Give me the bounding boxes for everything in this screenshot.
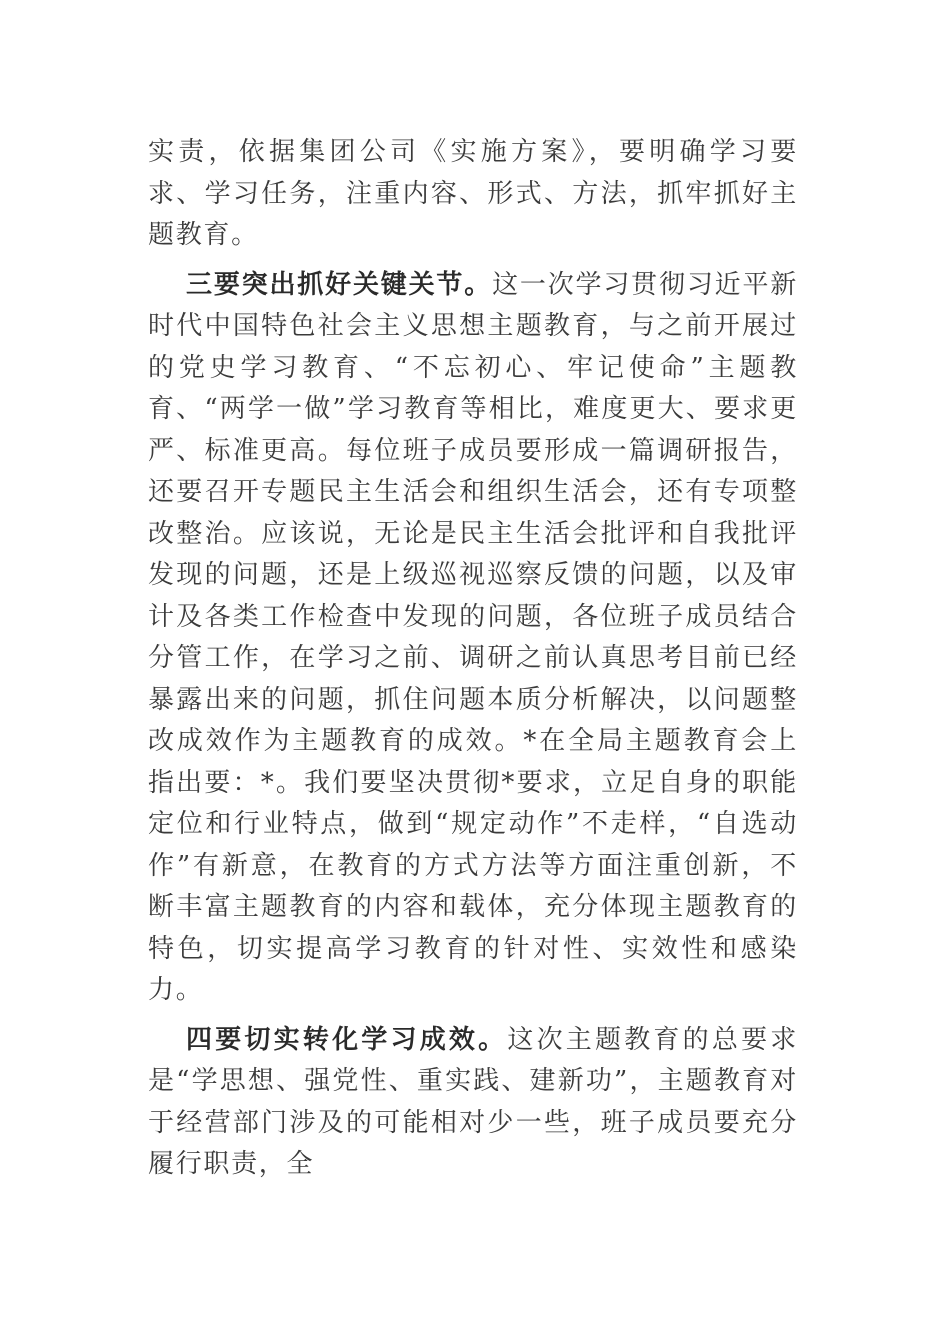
paragraph-continuation — [148, 132, 798, 257]
paragraph-four — [148, 1020, 798, 1186]
paragraph-2-heading: 三要突出抓好关键关节。 — [186, 269, 493, 300]
paragraph-3-text: 这次主题教育的总要求是“学思想、强党性、重实践、建新功”，主题教育对于经营部门涉及的可能相对少一些，班子成员要充分履行职责，全 — [148, 1024, 798, 1179]
paragraph-three — [148, 265, 798, 1012]
paragraph-1-text: 实责，依据集团公司《实施方案》，要明确学习要求、学习任务，注重内容、形式、方法，抓牢抓好主题教育。 — [148, 137, 798, 250]
document-body — [148, 132, 798, 1186]
paragraph-3-heading: 四要切实转化学习成效。 — [186, 1024, 508, 1055]
paragraph-2-text: 这一次学习贯彻习近平新时代中国特色社会主义思想主题教育，与之前开展过的党史学习教育、“不忘初心、牢记使命”主题教育、“两学一做”学习教育等相比，难度更大、要求更严、标准更高。每位班子成员要形成一篇调研报告，还要召开专题民主生活会和组织生活会，还有专项整改整治。应该说，无论是民主生活会批评和自我批评发现的问题，还是上级巡视巡察反馈的问题，以及审计及各类工作检查中发现的问题，各位班子成员结合分管工作，在学习之前、调研之前认真思考目前已经暴露出来的问题，抓住问题本质分析解决，以问题整改成效作为主题教育的成效。*在全局主题教育会上指出要：*。我们要坚决贯彻*要求，立足自身的职能定位和行业特点，做到“规定动作”不走样，“自选动作”有新意，在教育的方式方法等方面注重创新，不断丰富主题教育的内容和载体，充分体现主题教育的特色，切实提高学习教育的针对性、实效性和感染力。 — [148, 269, 798, 1005]
